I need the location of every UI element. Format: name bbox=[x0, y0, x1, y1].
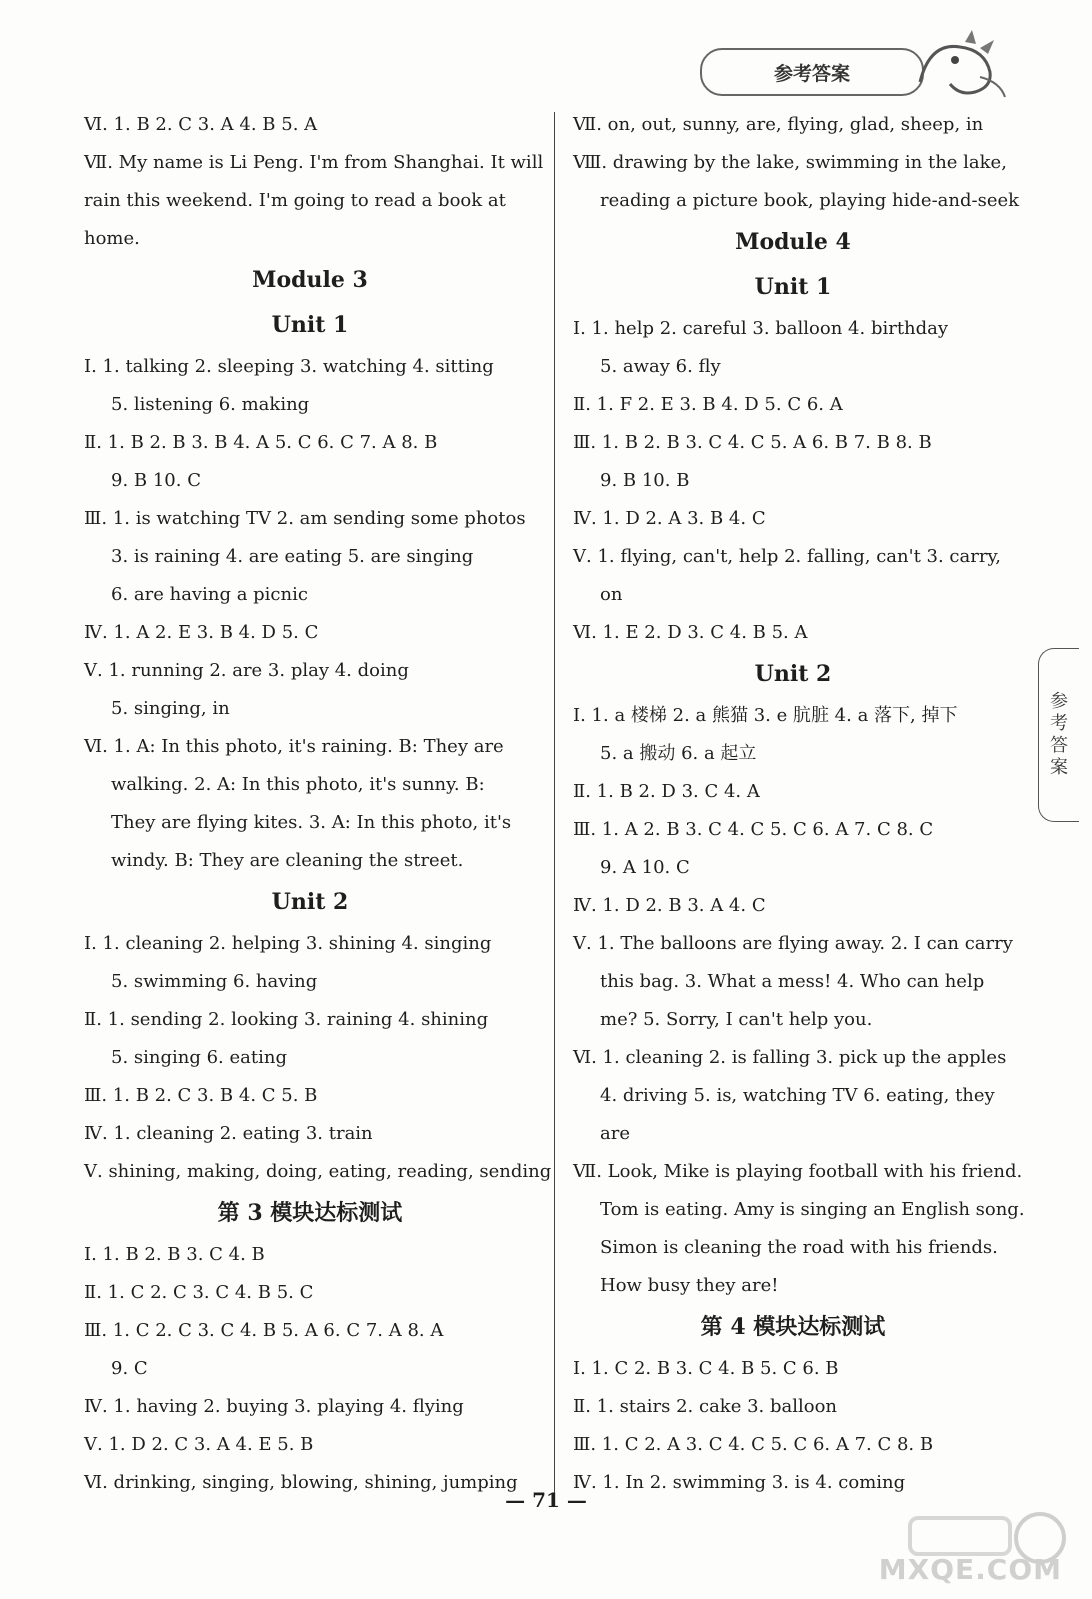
dragon-mascot-icon bbox=[910, 22, 1010, 102]
answer-line: Ⅵ. 1. E 2. D 3. C 4. B 5. A bbox=[573, 622, 808, 643]
section-heading: 第 3 模块达标测试 bbox=[217, 1200, 403, 1226]
answer-line: Ⅲ. 1. C 2. C 3. C 4. B 5. A 6. C 7. A 8. A bbox=[84, 1320, 444, 1341]
answer-line: Ⅴ. 1. running 2. are 3. play 4. doing bbox=[84, 660, 409, 681]
answer-line: Ⅰ. 1. help 2. careful 3. balloon 4. birthday bbox=[573, 318, 949, 339]
answer-line: Ⅵ. 1. B 2. C 3. A 4. B 5. A bbox=[84, 114, 318, 135]
answer-line: 9. B 10. B bbox=[600, 470, 690, 491]
section-heading: Unit 2 bbox=[271, 889, 349, 915]
answer-line: Ⅰ. 1. a 楼梯 2. a 熊猫 3. e 肮脏 4. a 落下, 掉下 bbox=[573, 705, 958, 726]
answer-line: this bag. 3. What a mess! 4. Who can help bbox=[600, 971, 985, 992]
section-heading: Unit 1 bbox=[754, 274, 832, 300]
section-heading: 第 4 模块达标测试 bbox=[700, 1314, 886, 1340]
answer-line: Ⅵ. 1. cleaning 2. is falling 3. pick up the apples bbox=[573, 1047, 1007, 1068]
answer-line: home. bbox=[84, 228, 140, 249]
section-heading: Unit 2 bbox=[754, 661, 832, 687]
answer-line: Ⅶ. Look, Mike is playing football with his friend. bbox=[573, 1161, 1023, 1182]
side-tab-char: 考 bbox=[1050, 713, 1068, 734]
section-heading: Unit 1 bbox=[271, 312, 349, 338]
answer-line: walking. 2. A: In this photo, it's sunny. B: bbox=[111, 774, 485, 795]
side-tab-answer-key bbox=[1038, 648, 1079, 822]
answer-line: reading a picture book, playing hide-and-seek bbox=[600, 190, 1020, 211]
answer-line: Ⅲ. 1. A 2. B 3. C 4. C 5. C 6. A 7. C 8. C bbox=[573, 819, 934, 840]
answer-line: 5. singing 6. eating bbox=[111, 1047, 287, 1068]
answer-line: 5. listening 6. making bbox=[111, 394, 310, 415]
section-heading: Module 3 bbox=[252, 267, 368, 293]
watermark-text: MXQE.COM bbox=[878, 1553, 1062, 1586]
answer-line: Ⅰ. 1. cleaning 2. helping 3. shining 4. singing bbox=[84, 933, 492, 954]
answer-line: Ⅵ. drinking, singing, blowing, shining, jumping bbox=[84, 1472, 518, 1493]
answer-line: Ⅳ. 1. In 2. swimming 3. is 4. coming bbox=[573, 1472, 906, 1493]
answer-line: Ⅱ. 1. B 2. D 3. C 4. A bbox=[573, 781, 760, 802]
watermark bbox=[880, 1510, 1080, 1590]
answer-line: Ⅲ. 1. C 2. A 3. C 4. C 5. C 6. A 7. C 8. B bbox=[573, 1434, 934, 1455]
answer-line: Ⅰ. 1. C 2. B 3. C 4. B 5. C 6. B bbox=[573, 1358, 839, 1379]
answer-line: Ⅴ. 1. D 2. C 3. A 4. E 5. B bbox=[84, 1434, 314, 1455]
answer-line: Ⅳ. 1. D 2. B 3. A 4. C bbox=[573, 895, 766, 916]
answer-key-badge: 参考答案 bbox=[700, 48, 924, 96]
answer-line: me? 5. Sorry, I can't help you. bbox=[600, 1009, 873, 1030]
answer-line: are bbox=[600, 1123, 630, 1144]
answer-line: Ⅲ. 1. B 2. B 3. C 4. C 5. A 6. B 7. B 8. B bbox=[573, 432, 932, 453]
answer-line: windy. B: They are cleaning the street. bbox=[111, 850, 464, 871]
answer-line: Ⅳ. 1. having 2. buying 3. playing 4. flying bbox=[84, 1396, 464, 1417]
answer-line: They are flying kites. 3. A: In this photo, it's bbox=[111, 812, 512, 833]
answer-line: Ⅱ. 1. stairs 2. cake 3. balloon bbox=[573, 1396, 838, 1417]
answer-line: Ⅱ. 1. sending 2. looking 3. raining 4. shining bbox=[84, 1009, 489, 1030]
answer-line: Ⅶ. My name is Li Peng. I'm from Shanghai. It will bbox=[84, 152, 544, 173]
answer-line: 9. B 10. C bbox=[111, 470, 201, 491]
answer-line: 3. is raining 4. are eating 5. are singing bbox=[111, 546, 474, 567]
answer-line: Ⅴ. 1. The balloons are flying away. 2. I can carry bbox=[573, 933, 1013, 954]
side-tab-char: 答 bbox=[1050, 735, 1068, 756]
answer-line: 6. are having a picnic bbox=[111, 584, 308, 605]
side-tab-char: 案 bbox=[1050, 757, 1068, 778]
answer-line: Ⅳ. 1. D 2. A 3. B 4. C bbox=[573, 508, 766, 529]
answer-line: Ⅲ. 1. is watching TV 2. am sending some photos bbox=[84, 508, 526, 529]
answer-line: Ⅴ. 1. flying, can't, help 2. falling, can't 3. carry, bbox=[573, 546, 1001, 567]
answer-line: on bbox=[600, 584, 623, 605]
answer-line: Ⅶ. on, out, sunny, are, flying, glad, sheep, in bbox=[573, 114, 984, 135]
answer-line: 5. away 6. fly bbox=[600, 356, 721, 377]
answer-line: 5. swimming 6. having bbox=[111, 971, 318, 992]
answer-line: Ⅳ. 1. cleaning 2. eating 3. train bbox=[84, 1123, 373, 1144]
answer-line: Ⅰ. 1. talking 2. sleeping 3. watching 4. sitting bbox=[84, 356, 494, 377]
answer-line: Ⅵ. 1. A: In this photo, it's raining. B: They are bbox=[84, 736, 504, 757]
answer-line: 5. a 搬动 6. a 起立 bbox=[600, 743, 757, 764]
answer-line: Tom is eating. Amy is singing an English song. bbox=[600, 1199, 1025, 1220]
answer-line: 4. driving 5. is, watching TV 6. eating, they bbox=[600, 1085, 995, 1106]
left-column bbox=[84, 106, 552, 1502]
answer-line: Simon is cleaning the road with his friends. bbox=[600, 1237, 998, 1258]
side-tab-char: 参 bbox=[1050, 691, 1068, 712]
answer-line: Ⅱ. 1. C 2. C 3. C 4. B 5. C bbox=[84, 1282, 314, 1303]
answer-line: Ⅱ. 1. B 2. B 3. B 4. A 5. C 6. C 7. A 8. B bbox=[84, 432, 438, 453]
answer-line: Ⅴ. shining, making, doing, eating, reading, sending bbox=[84, 1161, 552, 1182]
answer-line: Ⅱ. 1. F 2. E 3. B 4. D 5. C 6. A bbox=[573, 394, 843, 415]
answer-line: 9. C bbox=[111, 1358, 148, 1379]
answer-line: Ⅰ. 1. B 2. B 3. C 4. B bbox=[84, 1244, 265, 1265]
page-number: — 71 — bbox=[505, 1488, 587, 1512]
right-column bbox=[573, 106, 1025, 1502]
answer-line: Ⅲ. 1. B 2. C 3. B 4. C 5. B bbox=[84, 1085, 318, 1106]
answer-line: Ⅷ. drawing by the lake, swimming in the lake, bbox=[573, 152, 1007, 173]
answer-line: 9. A 10. C bbox=[600, 857, 690, 878]
answer-line: 5. singing, in bbox=[111, 698, 230, 719]
section-heading: Module 4 bbox=[735, 229, 851, 255]
column-divider bbox=[554, 112, 555, 1500]
answer-line: rain this weekend. I'm going to read a book at bbox=[84, 190, 506, 211]
answer-line: Ⅳ. 1. A 2. E 3. B 4. D 5. C bbox=[84, 622, 319, 643]
answer-line: How busy they are! bbox=[600, 1275, 779, 1296]
